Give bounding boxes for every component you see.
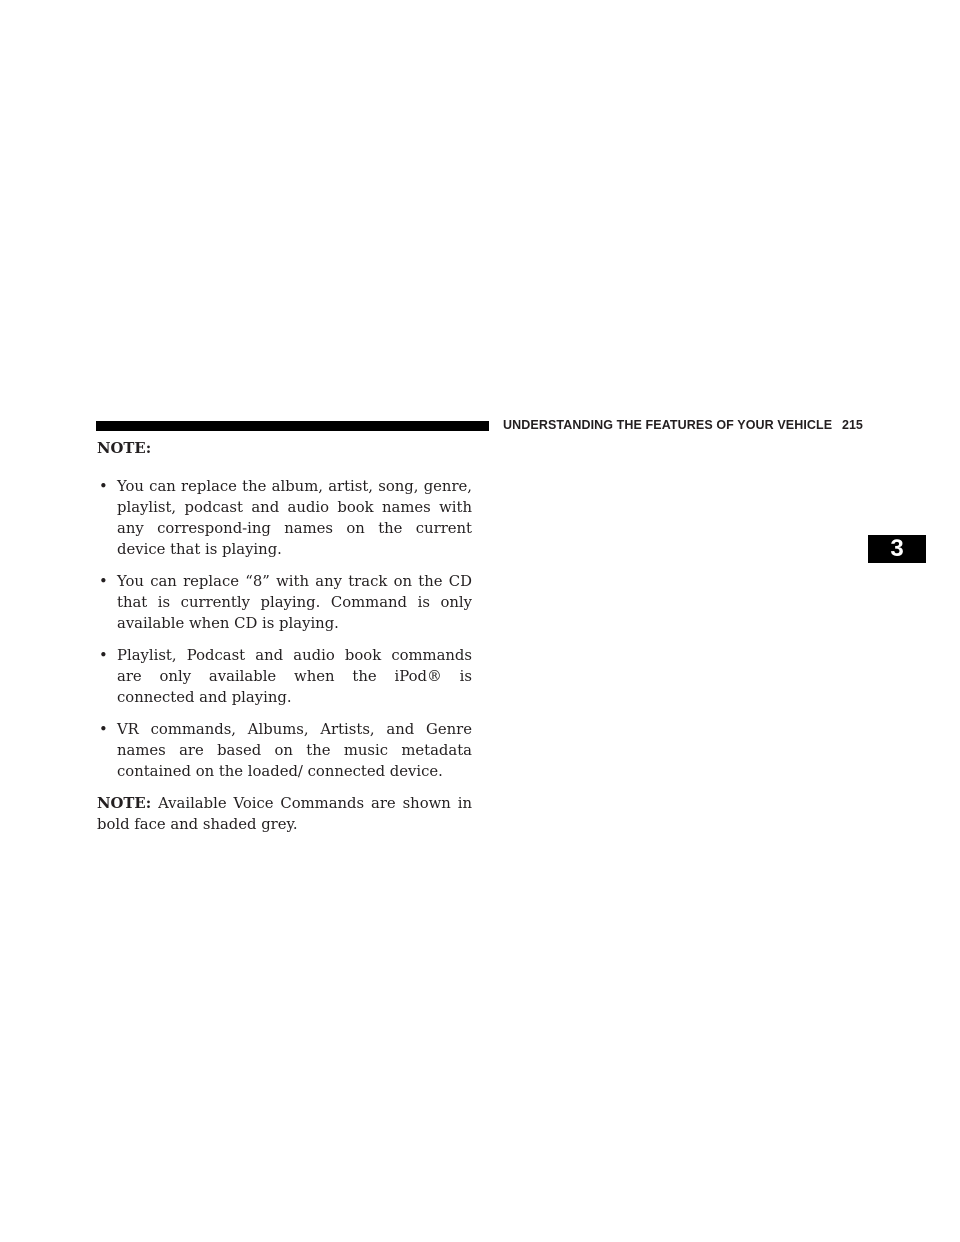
header-rule <box>96 421 489 431</box>
note-paragraph <box>97 793 472 835</box>
bullet-item: • Playlist, Podcast and audio book commands are only available when the iPod® is connected and playing. <box>97 645 472 708</box>
bullet-item: • You can replace “8” with any track on the CD that is currently playing. Command is only available when CD is playing. <box>97 571 472 634</box>
bullet-item: • VR commands, Albums, Artists, and Genre names are based on the music metadata contained on the loaded/ connected device. <box>97 719 472 782</box>
bullet-item: • You can replace the album, artist, song, genre, playlist, podcast and audio book names with any correspond-ing names on the current device that is playing. <box>97 476 472 560</box>
running-header-title: UNDERSTANDING THE FEATURES OF YOUR VEHICLE <box>503 418 833 432</box>
note-label: NOTE: <box>97 795 152 812</box>
page-number: 215 <box>842 418 863 432</box>
note-section <box>97 438 472 835</box>
note-bullet-list <box>97 476 472 782</box>
chapter-tab: 3 <box>868 535 926 563</box>
note-text: Available Voice Commands are shown in bold face and shaded grey. <box>97 795 472 833</box>
note-heading: NOTE: <box>97 440 152 457</box>
